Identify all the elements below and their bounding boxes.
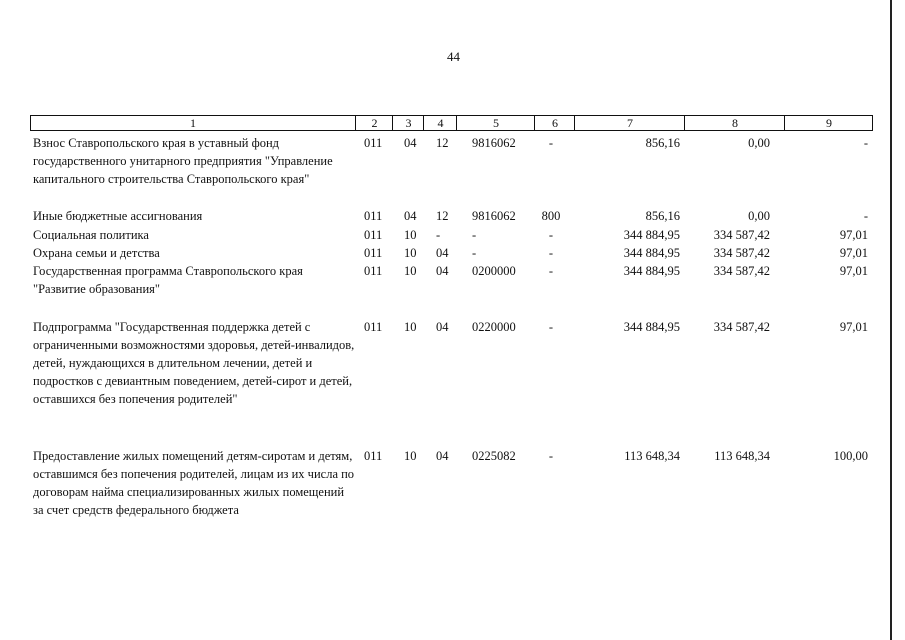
row-col-8: 0,00 — [748, 209, 770, 223]
header-cell-5: 5 — [456, 116, 535, 130]
table-header-row — [30, 115, 873, 131]
row-col-4: 12 — [436, 209, 449, 223]
row-col-2: 011 — [364, 228, 383, 242]
row-col-6: - — [548, 136, 554, 150]
row-col-3: 10 — [404, 320, 417, 334]
row-col-9: 97,01 — [839, 264, 868, 278]
row-col-9: 100,00 — [833, 449, 868, 463]
row-col-5: 9816062 — [472, 209, 516, 223]
row-col-8: 334 587,42 — [713, 228, 770, 242]
row-col-7: 856,16 — [645, 209, 680, 223]
row-col-8: 334 587,42 — [713, 246, 770, 260]
row-col-6: - — [548, 264, 554, 278]
row-col-4: 04 — [436, 264, 449, 278]
header-cell-9: 9 — [784, 116, 873, 130]
row-col-5: 0220000 — [472, 320, 516, 334]
row-col-4: - — [436, 228, 441, 242]
row-description: Иные бюджетные ассигнования — [33, 209, 203, 223]
row-col-3: 04 — [404, 136, 417, 150]
row-col-6: - — [548, 320, 554, 334]
row-col-9: 97,01 — [839, 320, 868, 334]
row-col-3: 04 — [404, 209, 417, 223]
row-col-2: 011 — [364, 320, 383, 334]
row-col-5: - — [472, 228, 477, 242]
row-col-3: 10 — [404, 264, 417, 278]
row-col-7: 344 884,95 — [623, 320, 680, 334]
row-col-9: 97,01 — [839, 228, 868, 242]
header-cell-7: 7 — [574, 116, 685, 130]
row-col-5: - — [472, 246, 477, 260]
row-col-3: 10 — [404, 228, 417, 242]
row-col-7: 344 884,95 — [623, 246, 680, 260]
row-col-5: 0200000 — [472, 264, 516, 278]
row-col-8: 334 587,42 — [713, 264, 770, 278]
row-col-6: - — [548, 246, 554, 260]
row-col-7: 856,16 — [645, 136, 680, 150]
row-col-7: 113 648,34 — [624, 449, 680, 463]
row-col-4: 04 — [436, 246, 449, 260]
row-col-4: 04 — [436, 449, 449, 463]
row-col-2: 011 — [364, 449, 383, 463]
row-col-6: - — [548, 228, 554, 242]
row-col-4: 12 — [436, 136, 449, 150]
header-cell-4: 4 — [423, 116, 457, 130]
row-col-8: 0,00 — [748, 136, 770, 150]
row-col-8: 334 587,42 — [713, 320, 770, 334]
row-col-3: 10 — [404, 246, 417, 260]
row-col-7: 344 884,95 — [623, 228, 680, 242]
row-col-9: 97,01 — [839, 246, 868, 260]
header-cell-6: 6 — [534, 116, 575, 130]
header-cell-3: 3 — [392, 116, 424, 130]
page-number: 44 — [447, 49, 460, 64]
row-col-5: 9816062 — [472, 136, 516, 150]
row-col-2: 011 — [364, 209, 383, 223]
header-cell-1: 1 — [190, 116, 196, 130]
row-description: Социальная политика — [33, 228, 149, 242]
row-col-9: - — [863, 209, 868, 223]
row-col-9: - — [863, 136, 868, 150]
page-edge-line — [890, 0, 892, 640]
row-col-3: 10 — [404, 449, 417, 463]
row-col-4: 04 — [436, 320, 449, 334]
row-col-2: 011 — [364, 264, 383, 278]
row-col-5: 0225082 — [472, 449, 516, 463]
row-description: Государственная программа Ставропольского края "Развитие образования" — [33, 264, 303, 296]
row-col-7: 344 884,95 — [623, 264, 680, 278]
header-cell-2: 2 — [355, 116, 393, 130]
row-description: Охрана семьи и детства — [33, 246, 160, 260]
row-col-2: 011 — [364, 136, 383, 150]
row-description: Предоставление жилых помещений детям-сиротам и детям, оставшимся без попечения родителей, лицам из их числа по договорам найма специализированных жилых помещений за счет средств федерального бюджета — [33, 449, 355, 517]
row-col-8: 113 648,34 — [714, 449, 770, 463]
row-description: Взнос Ставропольского края в уставный фонд государственного унитарного предприятия "Управление капитального строительства Ставропольского края" — [33, 136, 333, 186]
row-col-2: 011 — [364, 246, 383, 260]
row-col-6: 800 — [541, 209, 561, 223]
row-col-6: - — [548, 449, 554, 463]
header-cell-8: 8 — [684, 116, 785, 130]
row-description: Подпрограмма "Государственная поддержка детей с ограниченными возможностями здоровья, детей-инвалидов, детей, нуждающихся в длительном лечении, детей и подростков с девиантным поведением, детей-сирот и детей, оставшихся без попечения родителей" — [33, 320, 355, 406]
